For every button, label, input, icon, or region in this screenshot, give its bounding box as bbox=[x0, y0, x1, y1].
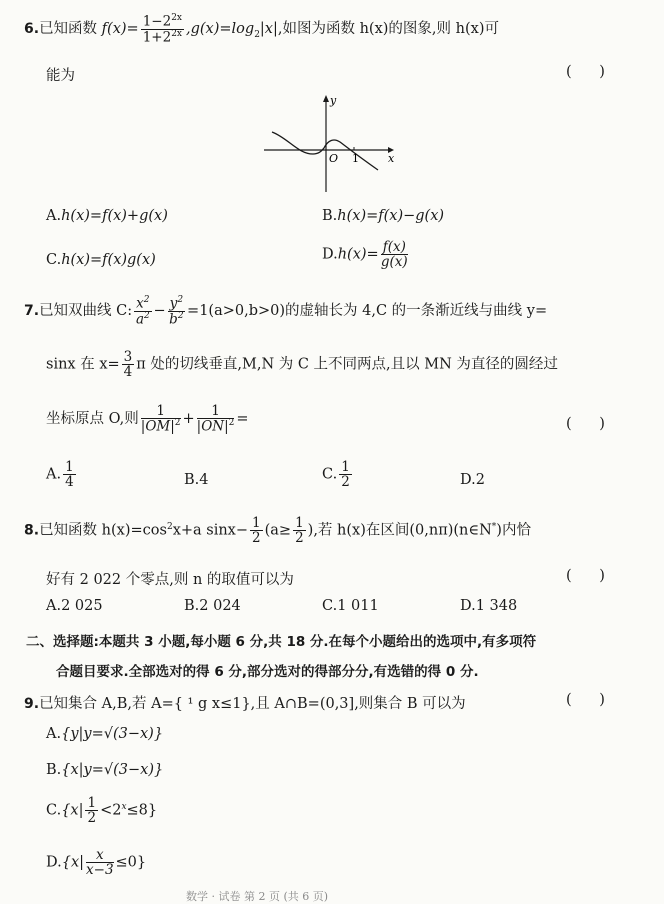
tick-1-label: 1 bbox=[352, 152, 359, 165]
q6-answer-paren: ( ) bbox=[566, 64, 605, 80]
page-footer: 数学 · 试卷 第 2 页 (共 6 页) bbox=[186, 890, 329, 903]
q6-line1: 6.已知函数 f(x)= $\frac{1-2^{2x}}{1+2^{2x}}$ $,g(x)=\log_2|x|$,如图为函数 h(x)的图象,则 h(x)可 bbox=[24, 13, 499, 46]
q8-number: 8. bbox=[24, 522, 40, 539]
q7-line1: 7.已知双曲线 C: $\frac{x^2}{a^2}$ − $\frac{y^2}{b^2}$ =1(a>0,b>0)的虚轴长为 4,C 的一条渐近线与曲线 y= bbox=[24, 295, 548, 328]
q8-option-a: A.2 025 bbox=[46, 598, 103, 614]
q6-f-fraction: $\frac{1-2^{2x}}{1+2^{2x}}$ bbox=[142, 13, 182, 46]
x-label: x bbox=[388, 152, 395, 165]
q6-option-b: B.h(x)=f(x)−g(x) bbox=[322, 208, 445, 224]
q9-option-b: B.{x|y=√(3−x)} bbox=[46, 762, 164, 778]
q7-line2: sinx 在 x= $\frac{3}{4}$ π 处的切线垂直,M,N 为 C 上不同两点,且以 MN 为直径的圆经过 bbox=[46, 349, 558, 381]
section2-line2: 合题目要求.全部选对的得 6 分,部分选对的得部分分,有选错的得 0 分. bbox=[56, 664, 479, 680]
origin-label: O bbox=[329, 152, 339, 165]
q9-answer-paren: ( ) bbox=[566, 692, 605, 708]
y-axis-arrow bbox=[323, 95, 329, 102]
q6-option-c: C.h(x)=f(x)g(x) bbox=[46, 252, 156, 268]
q6-line2: 能为 bbox=[46, 68, 75, 84]
q8-option-b: B.2 024 bbox=[184, 598, 241, 614]
q7-option-d: D.2 bbox=[460, 472, 485, 488]
q7-number: 7. bbox=[24, 303, 40, 320]
q9-line1: 9.已知集合 A,B,若 A={ ¹ g x≤1},且 A∩B=(0,3],则集合 B 可以为 bbox=[24, 696, 466, 712]
q7-option-b: B.4 bbox=[184, 472, 209, 488]
q7-option-a: A. $\frac{1}{4}$ bbox=[46, 459, 74, 491]
q9-number: 9. bbox=[24, 696, 40, 712]
q8-line1: 8.已知函数 $h(x)=\cos^2x+a$ sinx− $\frac{1}{2}$ (a≥ $\frac{1}{2}$ ),若 h(x)在区间(0,nπ)(n∈N*)内恰 bbox=[24, 515, 531, 547]
q7-answer-paren: ( ) bbox=[566, 416, 605, 432]
q8-line2: 好有 2 022 个零点,则 n 的取值可以为 bbox=[46, 572, 294, 588]
q8-answer-paren: ( ) bbox=[566, 568, 605, 584]
section2-line1: 二、选择题:本题共 3 小题,每小题 6 分,共 18 分.在每个小题给出的选项中,有多项符 bbox=[26, 634, 537, 650]
q9-option-c: C.{x| $\frac{1}{2}$ $<2^x\le 8$} bbox=[46, 795, 158, 827]
q6-graph bbox=[258, 92, 398, 196]
y-label: y bbox=[330, 94, 337, 107]
q9-option-d: D.{x| $\frac{x}{x-3}$ ≤0} bbox=[46, 847, 147, 879]
q6-option-a: A.h(x)=f(x)+g(x) bbox=[46, 208, 168, 224]
q6-number: 6. bbox=[24, 21, 40, 38]
h-curve bbox=[272, 132, 378, 170]
q8-option-d: D.1 348 bbox=[460, 598, 518, 614]
q9-option-a: A.{y|y=√(3−x)} bbox=[46, 726, 164, 742]
q6-option-d: D.h(x)= $\frac{f(x)}{g(x)}$ bbox=[322, 239, 408, 271]
q7-option-c: C. $\frac{1}{2}$ bbox=[322, 459, 350, 491]
q7-line3: 坐标原点 O,则 $\frac{1}{|OM|^2}$ + $\frac{1}{|ON|^2}$ = bbox=[46, 403, 249, 435]
q8-option-c: C.1 011 bbox=[322, 598, 379, 614]
